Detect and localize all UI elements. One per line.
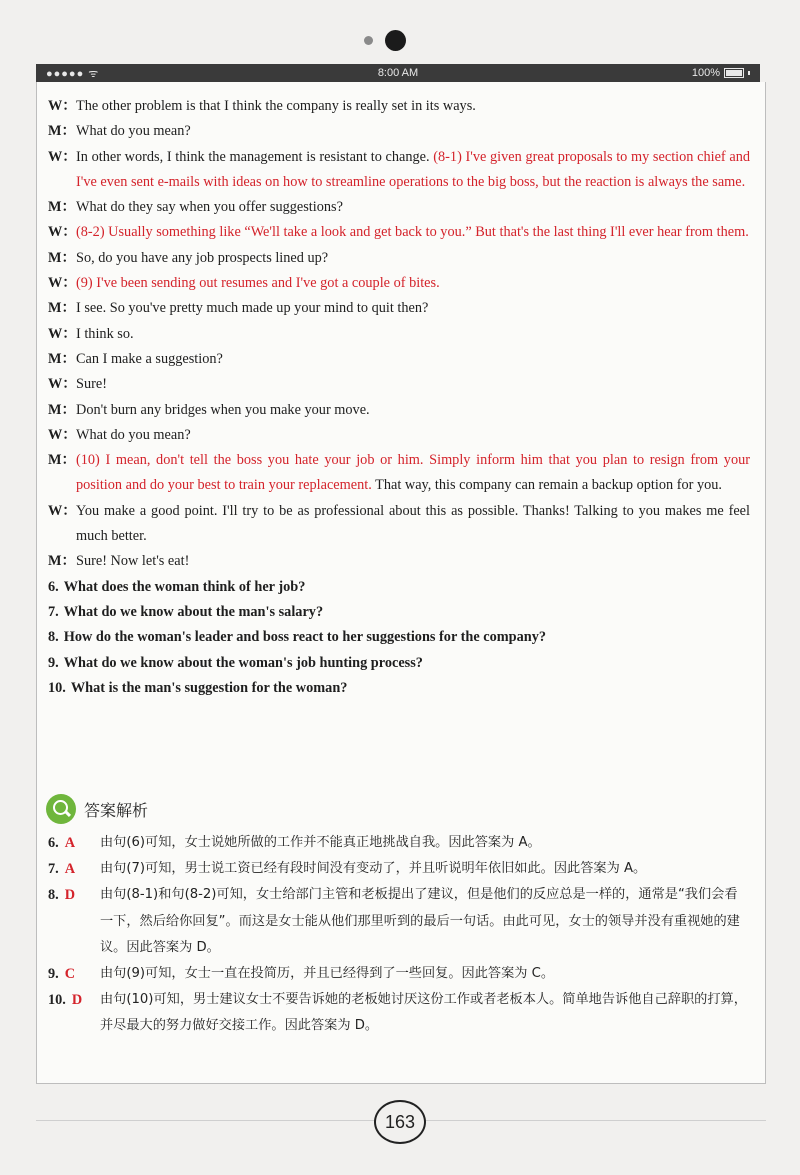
speaker-label: M：	[48, 350, 76, 367]
answer-item	[48, 987, 750, 1039]
speaker-label: M：	[48, 249, 76, 266]
question-text: How do the woman's leader and boss react to her suggestions for the company?	[63, 629, 547, 646]
dialogue-line	[48, 271, 750, 296]
dialogue-text: Don't burn any bridges when you make your move.	[76, 401, 370, 418]
answer-letter: C	[64, 966, 76, 983]
answer-explanation: 由句(8-1)和句(8-2)可知，女士给部门主管和老板提出了建议，但是他们的反应总是一样的，通常是“我们会看一下，然后给你回复”。而这是女士能从他们那里听到的最后一句话。由此可见，女士的领导并没有重视她的建议。因此答案为 D。	[100, 887, 740, 955]
battery-tip-icon	[748, 71, 750, 75]
speaker-label: W：	[48, 224, 77, 241]
speaker-label: M：	[48, 123, 76, 140]
signal-icon: ●●●●● ᯤ	[46, 68, 100, 80]
dialogue-text: What do they say when you offer suggestions?	[76, 199, 343, 216]
dialogue-transcript	[48, 94, 750, 701]
speaker-label: W：	[48, 275, 77, 292]
answer-letter: D	[64, 887, 76, 904]
question-text: What do we know about the man's salary?	[63, 603, 324, 620]
answer-number: 8.	[48, 887, 59, 904]
question-number: 6.	[48, 578, 59, 595]
speaker-label: M：	[48, 553, 76, 570]
dialogue-text: So, do you have any job prospects lined up?	[76, 249, 329, 266]
question-item	[48, 575, 750, 600]
dialogue-line	[48, 94, 750, 119]
dialogue-line	[48, 549, 750, 574]
dialogue-line	[48, 372, 750, 397]
dialogue-text: That way, this company can remain a backup option for you.	[371, 477, 722, 494]
question-text: What do we know about the woman's job hunting process?	[63, 654, 423, 671]
answer-section-title: 答案解析	[84, 800, 149, 820]
camera-icon	[385, 30, 406, 51]
question-item	[48, 676, 750, 701]
dialogue-line	[48, 499, 750, 550]
dialogue-line	[48, 145, 750, 196]
dialogue-text: The other problem is that I think the company is really set in its ways.	[76, 98, 476, 114]
question-number: 10.	[48, 679, 66, 696]
speaker-label: W：	[48, 502, 77, 519]
dialogue-text: Sure!	[76, 376, 107, 393]
question-number: 8.	[48, 629, 59, 646]
answer-explanation: 由句(6)可知，女士说她所做的工作并不能真正地挑战自我。因此答案为 A。	[100, 835, 541, 850]
dialogue-line	[48, 220, 750, 245]
question-item	[48, 600, 750, 625]
speaker-label: M：	[48, 300, 76, 317]
dialogue-line	[48, 423, 750, 448]
dialogue-line	[48, 322, 750, 347]
dialogue-line	[48, 448, 750, 499]
answer-section-header	[46, 793, 148, 825]
answer-explanation: 由句(9)可知，女士一直在投简历，并且已经得到了一些回复。因此答案为 C。	[100, 966, 555, 982]
highlighted-text: (8-2) Usually something like “We'll take a look and get back to you.” But that's the last thing I'll ever hear from them.	[76, 224, 749, 241]
status-time: 8:00 AM	[377, 67, 419, 79]
highlighted-text: (9) I've been sending out resumes and I've got a couple of bites.	[76, 275, 440, 292]
answer-label	[48, 856, 75, 882]
dialogue-line	[48, 398, 750, 423]
question-item	[48, 651, 750, 676]
speaker-label: M：	[48, 401, 76, 418]
dialogue-text: Can I make a suggestion?	[76, 350, 223, 367]
dialogue-text: Sure! Now let's eat!	[76, 553, 190, 570]
battery-icon	[724, 68, 744, 78]
answer-label	[48, 987, 82, 1013]
answer-item	[48, 961, 750, 987]
answer-number: 7.	[48, 861, 59, 878]
camera-indicator-icon	[364, 36, 373, 45]
answer-number: 10.	[48, 992, 66, 1009]
battery-status	[692, 67, 750, 79]
speaker-label: W：	[48, 148, 77, 165]
speaker-label: M：	[48, 452, 76, 469]
answer-letter: A	[64, 861, 76, 878]
answer-number: 9.	[48, 966, 59, 983]
dialogue-text: I see. So you've pretty much made up your mind to quit then?	[76, 300, 429, 317]
answer-label	[48, 830, 75, 856]
answer-explanation: 由句(7)可知，男士说工资已经有段时间没有变动了，并且听说明年依旧如此。因此答案为 A。	[100, 861, 647, 877]
dialogue-line	[48, 119, 750, 144]
question-text: What does the woman think of her job?	[63, 578, 306, 595]
dialogue-line	[48, 195, 750, 220]
answer-list	[48, 830, 750, 1040]
dialogue-line	[48, 246, 750, 271]
answer-letter: A	[64, 835, 76, 851]
highlighted-text: (10) I mean, don't tell the boss you hate your job or him. Simply inform him that you plan to resign from your position and do your best to train your replacement.	[76, 452, 750, 494]
answer-label	[48, 882, 75, 908]
dialogue-line	[48, 347, 750, 372]
question-number: 7.	[48, 603, 59, 620]
highlighted-text: (8-1) I've given great proposals to my section chief and I've even sent e-mails with ideas on how to streamline operations to the big boss, but the reaction is always the same.	[76, 148, 750, 190]
dialogue-text: What do you mean?	[76, 426, 191, 443]
answer-item	[48, 856, 750, 882]
answer-label	[48, 961, 75, 987]
status-bar	[36, 64, 760, 82]
answer-item	[48, 830, 750, 856]
speaker-label: W：	[48, 325, 77, 342]
answer-explanation: 由句(10)可知，男士建议女士不要告诉她的老板她讨厌这份工作或者老板本人。简单地告诉他自己辞职的打算，并尽最大的努力做好交接工作。因此答案为 D。	[100, 992, 747, 1034]
magnifier-icon	[46, 794, 76, 824]
dialogue-line	[48, 296, 750, 321]
dialogue-text: In other words, I think the management is resistant to change.	[76, 148, 434, 165]
page-number: 163	[374, 1100, 426, 1144]
question-item	[48, 625, 750, 650]
speaker-label: M：	[48, 199, 76, 216]
battery-percent: 100%	[691, 67, 720, 79]
speaker-label: W：	[48, 426, 77, 443]
question-text: What is the man's suggestion for the woman?	[70, 679, 348, 696]
answer-item	[48, 882, 750, 961]
dialogue-text: I think so.	[76, 325, 134, 342]
speaker-label: W：	[48, 98, 77, 114]
dialogue-text: You make a good point. I'll try to be as professional about this as possible. Thanks! Talking to you makes me feel much better.	[76, 502, 750, 545]
speaker-label: W：	[48, 376, 77, 393]
answer-number: 6.	[48, 835, 59, 851]
dialogue-text: What do you mean?	[76, 123, 191, 140]
answer-letter: D	[71, 992, 83, 1009]
question-number: 9.	[48, 654, 59, 671]
